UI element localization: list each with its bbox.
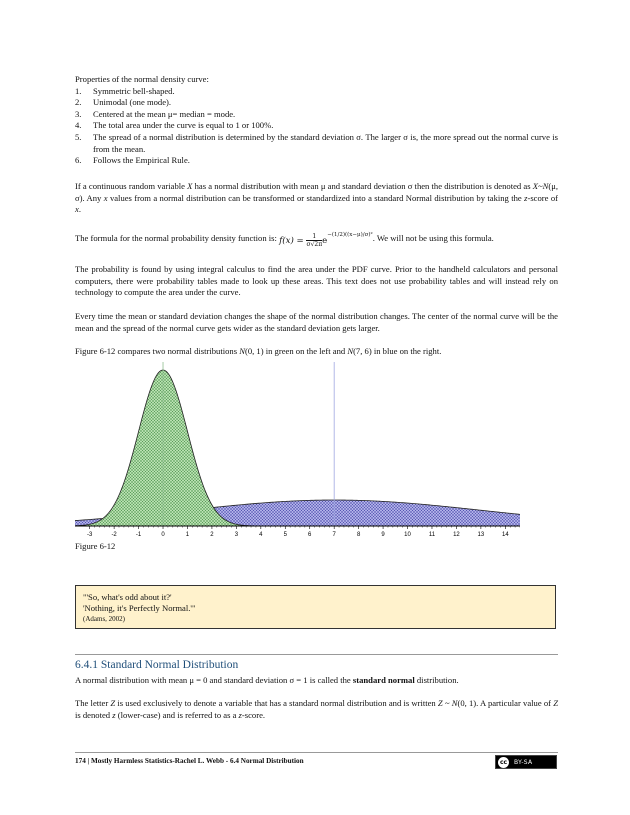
x-tick-label: 5 — [283, 532, 287, 538]
x-tick-label: 3 — [234, 532, 239, 538]
figure-caption: Figure 6-12 — [75, 541, 116, 551]
quote-citation: (Adams, 2002) — [83, 615, 125, 623]
x-tick-label: 0 — [161, 532, 165, 538]
x-tick-label: -3 — [86, 532, 93, 538]
properties-list — [75, 86, 558, 167]
paragraph-standard-normal: A normal distribution with mean μ = 0 and standard deviation σ = 1 is called the standard normal distribution. — [75, 675, 459, 685]
x-tick-label: -2 — [111, 532, 117, 538]
x-tick-label: 10 — [404, 532, 411, 538]
list-item: 6. Follows the Empirical Rule. — [75, 155, 190, 166]
quote-line: "'So, what's odd about it?' — [83, 592, 172, 602]
x-tick-label: 6 — [308, 532, 312, 538]
pdf-formula: f(x) = $\frac{1}{\sigma√2\pi}$ $e^{-(1/2)((x-\mu)/\sigma)^2}$ — [279, 232, 373, 248]
x-tick-label: 1 — [185, 532, 190, 538]
x-tick-label: 13 — [477, 532, 485, 538]
paragraph-probability: The probability is found by using integral calculus to find the area under the PDF curve. Prior to the handheld calculators and personal computers, there were probability tables made to look up these areas. This text does not use probability tables and will instead rely on technology to compute the area under the curve. — [75, 264, 558, 298]
quote-line: 'Nothing, it's Perfectly Normal.'" — [83, 603, 196, 613]
x-tick-label: -1 — [135, 532, 142, 538]
paragraph-continuous: If a continuous random variable X has a normal distribution with mean μ and standard deviation σ then the distribution is denoted as X~N(μ, σ). Any x values from a normal distribution can be transformed or standardized into a standard Normal distribution by taking the z-score of x. — [75, 181, 559, 215]
formula-line: The formula for the normal probability density function is: f(x) = $\frac{1}{\sigma√2\pi}$ $e^{-(1/2)((x-\mu)/\sigma)^2}$. We will not be using this formula. — [75, 232, 494, 248]
list-item: 3. Centered at the mean μ= median = mode. — [75, 108, 236, 119]
x-tick-label: 14 — [501, 532, 509, 538]
paragraph-shape: Every time the mean or standard deviation changes the shape of the normal distribution changes. The center of the normal curve will be the mean and the spread of the normal curve gets wider as the standard deviation gets larger. — [75, 311, 558, 333]
properties-section — [75, 74, 558, 167]
cc-license-badge[interactable] — [495, 755, 557, 769]
x-tick-label: 2 — [210, 532, 214, 538]
x-tick-label: 9 — [381, 532, 385, 538]
cc-icon: cc — [499, 758, 508, 766]
page-footer: 174 | Mostly Harmless Statistics-Rachel L. Webb - 6.4 Normal Distribution — [75, 757, 304, 765]
list-item: 4. The total area under the curve is equal to 1 or 100%. — [75, 120, 274, 131]
paragraph-figure-intro: Figure 6-12 compares two normal distributions N(0, 1) in green on the left and N(7, 6) in blue on the right. — [75, 346, 442, 356]
x-tick-label: 7 — [332, 532, 336, 538]
list-item: 1. Symmetric bell-shaped. — [75, 85, 175, 96]
footer-divider — [75, 752, 558, 753]
normal-distributions-chart — [75, 362, 520, 544]
quote-box — [75, 585, 556, 629]
list-item: 5. The spread of a normal distribution is determined by the standard deviation σ. The larger σ is, the more spread out the normal curve is from the mean. — [75, 131, 558, 154]
x-tick-label: 4 — [259, 532, 263, 538]
section-divider — [75, 654, 558, 655]
x-tick-label: 12 — [453, 532, 460, 538]
properties-heading: Properties of the normal density curve: — [75, 74, 209, 84]
license-label: BY-SA — [514, 758, 533, 766]
section-title: 6.4.1 Standard Normal Distribution — [75, 659, 239, 671]
paragraph-z-letter: The letter Z is used exclusively to denote a variable that has a standard normal distribution and is written Z ~ N(0, 1). A particular value of Z is denoted z (lower-case) and is referred to as a z-score. — [75, 698, 558, 720]
list-item: 2. Unimodal (one mode). — [75, 97, 172, 108]
x-tick-label: 8 — [356, 532, 361, 538]
x-tick-label: 11 — [428, 532, 436, 538]
